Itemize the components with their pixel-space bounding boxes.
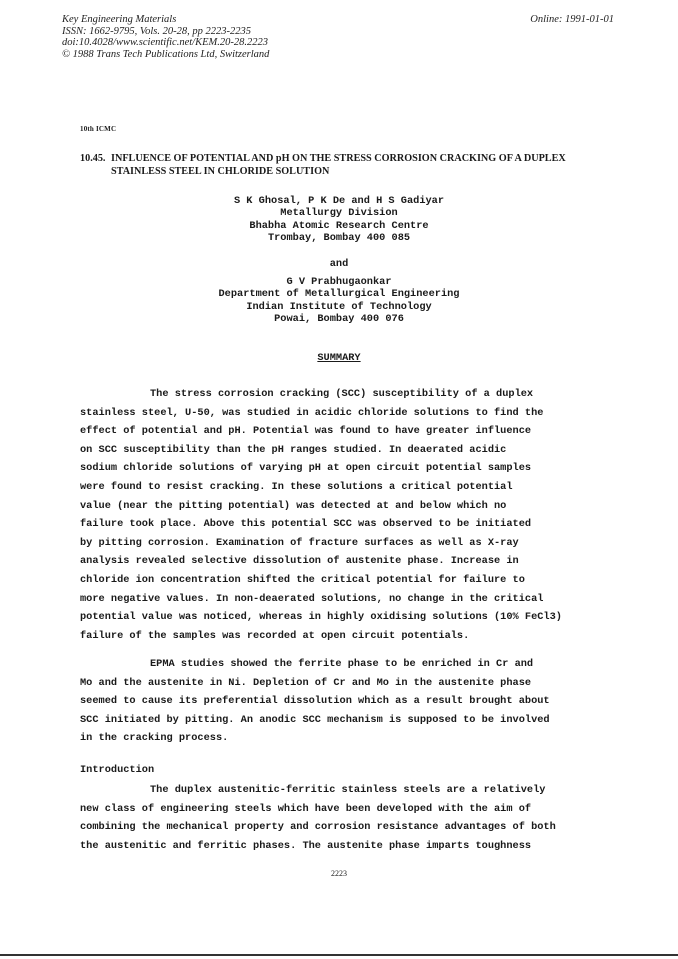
and-separator: and bbox=[329, 258, 349, 270]
author2-department: Department of Metallurgical Engineering bbox=[218, 288, 460, 301]
intro-line: combining the mechanical property and corrosion resistance advantages of both bbox=[80, 821, 556, 834]
summary-line: by pitting corrosion. Examination of fracture surfaces as well as X-ray bbox=[80, 536, 519, 549]
epma-paragraph bbox=[80, 655, 550, 748]
author-division: Metallurgy Division bbox=[280, 207, 398, 220]
summary-line: potential value was noticed, whereas in highly oxidising solutions (10% FeCl3) bbox=[80, 611, 562, 624]
summary-line: chloride ion concentration shifted the critical potential for failure to bbox=[80, 573, 525, 586]
issn-line: ISSN: 1662-9795, Vols. 20-28, pp 2223-2235 bbox=[62, 25, 251, 37]
summary-line: more negative values. In non-deaerated solutions, no change in the critical bbox=[80, 592, 544, 605]
author-block-1 bbox=[0, 195, 678, 244]
author2-name: G V Prabhugaonkar bbox=[286, 276, 392, 288]
title-number: 10.45. bbox=[80, 153, 106, 164]
epma-line: Mo and the austenite in Ni. Depletion of Cr and Mo in the austenite phase bbox=[80, 676, 532, 689]
author-block-2 bbox=[0, 276, 678, 325]
copyright-line: © 1988 Trans Tech Publications Ltd, Switzerland bbox=[62, 48, 270, 60]
summary-line: analysis revealed selective dissolution of austenite phase. Increase in bbox=[80, 555, 519, 568]
conference-label: 10th ICMC bbox=[80, 125, 117, 133]
author-names: S K Ghosal, P K De and H S Gadiyar bbox=[233, 195, 445, 207]
online-date: Online: 1991-01-01 bbox=[530, 14, 614, 25]
summary-line: failure took place. Above this potential SCC was observed to be initiated bbox=[80, 518, 532, 531]
journal-header bbox=[62, 14, 269, 60]
summary-line: failure of the samples was recorded at open circuit potentials. bbox=[80, 629, 470, 642]
intro-line: the austenitic and ferritic phases. The austenite phase imparts toughness bbox=[80, 839, 532, 852]
doi-line: doi:10.4028/www.scientific.net/KEM.20-28.2223 bbox=[62, 37, 268, 48]
epma-line: seemed to cause its preferential dissolution which as a result brought about bbox=[80, 695, 550, 708]
page-number: 2223 bbox=[331, 869, 347, 878]
intro-line: new class of engineering steels which have been developed with the aim of bbox=[80, 802, 532, 815]
epma-line: in the cracking process. bbox=[80, 732, 229, 745]
summary-line: The stress corrosion cracking (SCC) susceptibility of a duplex bbox=[150, 388, 534, 400]
bottom-rule bbox=[0, 954, 678, 956]
title-line-1: INFLUENCE OF POTENTIAL AND pH ON THE STRESS CORROSION CRACKING OF A DUPLEX bbox=[111, 153, 566, 164]
introduction-text bbox=[80, 781, 556, 855]
author-institution: Bhabha Atomic Research Centre bbox=[249, 219, 429, 232]
journal-name: Key Engineering Materials bbox=[62, 14, 177, 25]
summary-line: stainless steel, U-50, was studied in acidic chloride solutions to find the bbox=[80, 406, 544, 419]
summary-line: sodium chloride solutions of varying pH at open circuit potential samples bbox=[80, 462, 532, 475]
summary-heading: SUMMARY bbox=[317, 352, 361, 364]
author2-institution: Indian Institute of Technology bbox=[246, 300, 432, 313]
epma-line: SCC initiated by pitting. An anodic SCC mechanism is supposed to be involved bbox=[80, 713, 550, 726]
summary-text bbox=[80, 385, 562, 645]
epma-line: EPMA studies showed the ferrite phase to be enriched in Cr and bbox=[150, 658, 534, 670]
author-address: Trombay, Bombay 400 085 bbox=[267, 231, 411, 244]
intro-line: The duplex austenitic-ferritic stainless steels are a relatively bbox=[150, 784, 546, 796]
introduction-heading: Introduction bbox=[80, 764, 155, 776]
summary-line: value (near the pitting potential) was detected at and below which no bbox=[80, 499, 507, 512]
summary-line: effect of potential and pH. Potential was found to have greater influence bbox=[80, 425, 532, 438]
author2-address: Powai, Bombay 400 076 bbox=[274, 312, 404, 325]
summary-line: on SCC susceptibility than the pH ranges studied. In deaerated acidic bbox=[80, 443, 507, 456]
title-line-2: STAINLESS STEEL IN CHLORIDE SOLUTION bbox=[111, 166, 330, 177]
summary-line: were found to resist cracking. In these solutions a critical potential bbox=[80, 480, 513, 493]
paper-title bbox=[80, 152, 640, 178]
